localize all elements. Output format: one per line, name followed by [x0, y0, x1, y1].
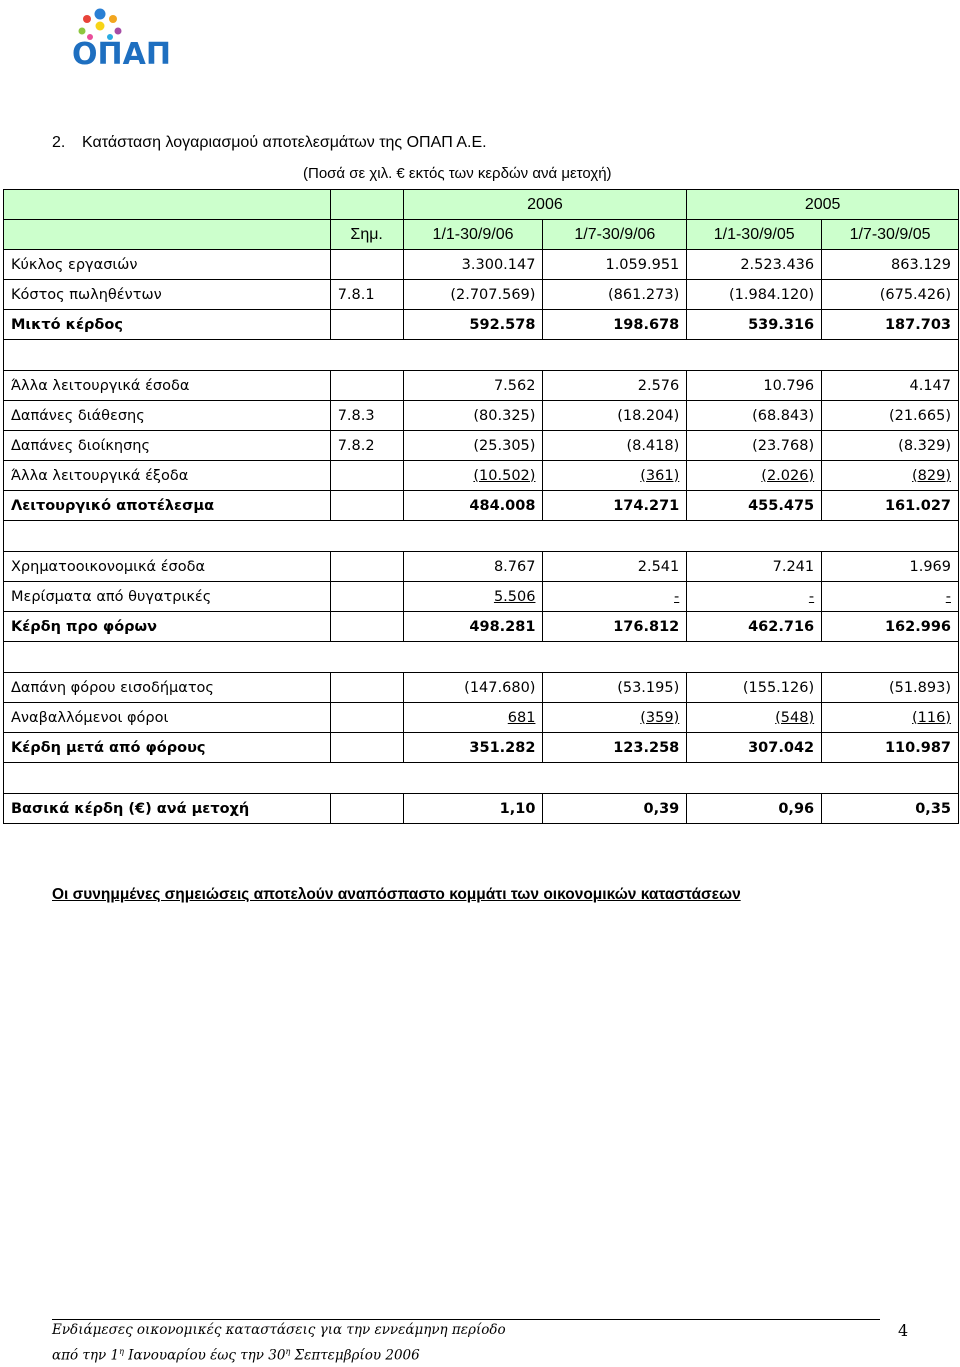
row-value: (21.665): [822, 401, 959, 431]
table-row: [4, 552, 959, 582]
row-value: 1,10: [403, 794, 543, 824]
row-value: 1.969: [822, 552, 959, 582]
row-label: Χρηματοοικονομικά έσοδα: [4, 552, 331, 582]
row-label: Κόστος πωληθέντων: [4, 280, 331, 310]
row-value: 0,96: [687, 794, 822, 824]
row-value: -: [687, 582, 822, 612]
row-value: 1.059.951: [543, 250, 687, 280]
row-note: [330, 794, 403, 824]
row-value: (147.680): [403, 673, 543, 703]
footer-line-2: από την $1^\eta$ Ιανουαρίου έως την $30^\eta$ Σεπτεμβρίου 2006: [52, 1347, 420, 1364]
year-2005: 2005: [687, 190, 959, 220]
spacer-row: [4, 642, 959, 673]
row-value: (8.418): [543, 431, 687, 461]
row-value: (18.204): [543, 401, 687, 431]
row-value: 592.578: [403, 310, 543, 340]
table-row: [4, 794, 959, 824]
row-note: [330, 733, 403, 763]
row-value: 162.996: [822, 612, 959, 642]
row-value: (25.305): [403, 431, 543, 461]
row-value: 8.767: [403, 552, 543, 582]
row-value: 10.796: [687, 371, 822, 401]
row-value: 2.523.436: [687, 250, 822, 280]
row-value: 198.678: [543, 310, 687, 340]
row-value: 5.506: [403, 582, 543, 612]
year-header-row: [4, 190, 959, 220]
row-value: (361): [543, 461, 687, 491]
row-label: Κύκλος εργασιών: [4, 250, 331, 280]
row-note: [330, 673, 403, 703]
row-value: (116): [822, 703, 959, 733]
row-value: 455.475: [687, 491, 822, 521]
amounts-note: (Ποσά σε χιλ. € εκτός των κερδών ανά μετοχή): [303, 165, 612, 182]
row-value: 307.042: [687, 733, 822, 763]
row-note: [330, 703, 403, 733]
row-label: Κέρδη προ φόρων: [4, 612, 331, 642]
row-label: Άλλα λειτουργικά έξοδα: [4, 461, 331, 491]
row-value: (10.502): [403, 461, 543, 491]
row-value: 110.987: [822, 733, 959, 763]
table-row: [4, 673, 959, 703]
logo-text: ΟΠΑΠ: [72, 37, 171, 68]
section-heading: [52, 134, 487, 152]
row-label: Δαπάνη φόρου εισοδήματος: [4, 673, 331, 703]
row-note: [330, 250, 403, 280]
year-2006: 2006: [403, 190, 687, 220]
row-value: (861.273): [543, 280, 687, 310]
row-value: (829): [822, 461, 959, 491]
row-note: [330, 612, 403, 642]
row-value: (1.984.120): [687, 280, 822, 310]
row-value: 174.271: [543, 491, 687, 521]
row-label: Δαπάνες διάθεσης: [4, 401, 331, 431]
logo-stars-icon: [79, 9, 122, 41]
spacer-row: [4, 763, 959, 794]
row-value: 0,35: [822, 794, 959, 824]
row-note: [330, 491, 403, 521]
table-row: [4, 310, 959, 340]
row-value: (68.843): [687, 401, 822, 431]
row-label: Μερίσματα από θυγατρικές: [4, 582, 331, 612]
row-value: (2.707.569): [403, 280, 543, 310]
row-label: Αναβαλλόμενοι φόροι: [4, 703, 331, 733]
row-value: 863.129: [822, 250, 959, 280]
row-value: 0,39: [543, 794, 687, 824]
spacer-row: [4, 340, 959, 371]
table-row: [4, 431, 959, 461]
row-note: 7.8.3: [330, 401, 403, 431]
table-row: [4, 250, 959, 280]
row-value: 2.576: [543, 371, 687, 401]
table-row: [4, 733, 959, 763]
page-number: 4: [898, 1321, 909, 1340]
row-value: (675.426): [822, 280, 959, 310]
row-value: 484.008: [403, 491, 543, 521]
period-header: 1/1-30/9/05: [687, 220, 822, 250]
table-row: [4, 491, 959, 521]
row-value: (2.026): [687, 461, 822, 491]
row-label: Μικτό κέρδος: [4, 310, 331, 340]
section-number: 2.: [52, 134, 66, 151]
row-value: 462.716: [687, 612, 822, 642]
row-note: 7.8.2: [330, 431, 403, 461]
footer-line-1: Ενδιάμεσες οικονομικές καταστάσεις για την εννεάμηνη περίοδο: [52, 1322, 506, 1338]
row-value: 7.241: [687, 552, 822, 582]
row-value: (53.195): [543, 673, 687, 703]
row-label: Λειτουργικό αποτέλεσμα: [4, 491, 331, 521]
row-value: 187.703: [822, 310, 959, 340]
period-header: 1/7-30/9/06: [543, 220, 687, 250]
row-value: 4.147: [822, 371, 959, 401]
row-note: 7.8.1: [330, 280, 403, 310]
table-row: [4, 703, 959, 733]
row-note: [330, 371, 403, 401]
table-row: [4, 371, 959, 401]
income-statement-table: [3, 189, 959, 824]
row-value: (23.768): [687, 431, 822, 461]
note-header: Σημ.: [330, 220, 403, 250]
row-value: -: [543, 582, 687, 612]
table-row: [4, 582, 959, 612]
footer-divider: [52, 1319, 880, 1320]
spacer-row: [4, 521, 959, 552]
row-note: [330, 461, 403, 491]
row-value: (80.325): [403, 401, 543, 431]
row-value: 498.281: [403, 612, 543, 642]
row-value: (155.126): [687, 673, 822, 703]
row-value: (548): [687, 703, 822, 733]
row-label: Δαπάνες διοίκησης: [4, 431, 331, 461]
table-row: [4, 612, 959, 642]
section-title: Κατάσταση λογαριασμού αποτελεσμάτων της ΟΠΑΠ Α.Ε.: [82, 134, 487, 151]
row-value: 161.027: [822, 491, 959, 521]
row-value: (359): [543, 703, 687, 733]
row-value: 176.812: [543, 612, 687, 642]
row-value: 539.316: [687, 310, 822, 340]
row-value: 7.562: [403, 371, 543, 401]
row-value: (8.329): [822, 431, 959, 461]
period-header-row: [4, 220, 959, 250]
period-header: 1/7-30/9/05: [822, 220, 959, 250]
row-value: 2.541: [543, 552, 687, 582]
table-row: [4, 401, 959, 431]
row-note: [330, 552, 403, 582]
row-value: 681: [403, 703, 543, 733]
table-row: [4, 461, 959, 491]
row-label: Βασικά κέρδη (€) ανά μετοχή: [4, 794, 331, 824]
period-header: 1/1-30/9/06: [403, 220, 543, 250]
row-label: Άλλα λειτουργικά έσοδα: [4, 371, 331, 401]
row-note: [330, 310, 403, 340]
row-value: 3.300.147: [403, 250, 543, 280]
row-label: Κέρδη μετά από φόρους: [4, 733, 331, 763]
notes-disclaimer: Οι συνημμένες σημειώσεις αποτελούν αναπόσπαστο κομμάτι των οικονομικών καταστάσεων: [52, 886, 741, 903]
row-note: [330, 582, 403, 612]
row-value: 351.282: [403, 733, 543, 763]
row-value: (51.893): [822, 673, 959, 703]
opap-logo: [70, 4, 245, 68]
table-row: [4, 280, 959, 310]
row-value: -: [822, 582, 959, 612]
row-value: 123.258: [543, 733, 687, 763]
